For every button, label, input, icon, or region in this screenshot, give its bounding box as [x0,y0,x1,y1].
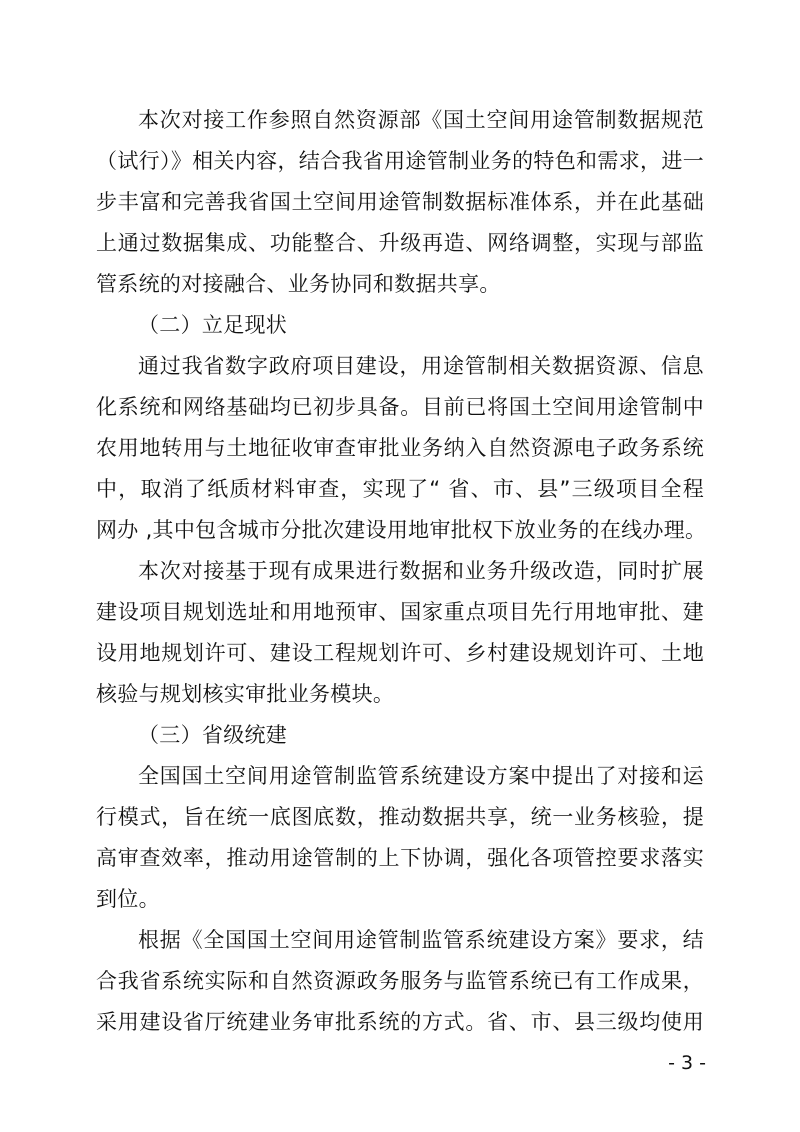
paragraph-3-line-1: 本次对接基于现有成果进行数据和业务升级改造，同时扩展 [138,559,704,583]
paragraph-2-line-3: 农用地转用与土地征收审查审批业务纳入自然资源电子政务系统 [96,436,704,460]
section-heading-3: （三）省级统建 [138,723,288,747]
paragraph-2-line-2: 化系统和网络基础均已初步具备。目前已将国土空间用途管制中 [96,395,704,419]
paragraph-2-line-4: 中，取消了纸质材料审查，实现了“ 省、市、县”三级项目全程 [96,477,704,501]
paragraph-4-line-4: 到位。 [96,887,160,911]
paragraph-1-line-3: 步丰富和完善我省国土空间用途管制数据标准体系，并在此基础 [96,190,704,214]
paragraph-4-line-1: 全国国土空间用途管制监管系统建设方案中提出了对接和运 [138,764,704,788]
paragraph-4-line-2: 行模式，旨在统一底图底数，推动数据共享，统一业务核验，提 [96,805,704,829]
paragraph-5-line-1: 根据《全国国土空间用途管制监管系统建设方案》要求，结 [138,928,704,952]
paragraph-3-line-2: 建设项目规划选址和用地预审、国家重点项目先行用地审批、建 [96,600,704,624]
paragraph-4-line-3: 高审查效率，推动用途管制的上下协调，强化各项管控要求落实 [96,846,704,870]
paragraph-1-line-5: 管系统的对接融合、业务协同和数据共享。 [96,272,501,296]
paragraph-2-line-5: 网办 ,其中包含城市分批次建设用地审批权下放业务的在线办理。 [96,518,707,542]
paragraph-3-line-4: 核验与规划核实审批业务模块。 [96,682,395,706]
paragraph-5-line-2: 合我省系统实际和自然资源政务服务与监管系统已有工作成果， [96,969,704,993]
paragraph-1-line-1: 本次对接工作参照自然资源部《国土空间用途管制数据规范 [138,108,704,132]
paragraph-2-line-1: 通过我省数字政府项目建设，用途管制相关数据资源、信息 [138,354,704,378]
paragraph-1-line-4: 上通过数据集成、功能整合、升级再造、网络调整，实现与部监 [96,231,704,255]
paragraph-1-line-2: （试行）》相关内容，结合我省用途管制业务的特色和需求，进一 [96,149,704,173]
section-heading-2: （二）立足现状 [138,313,288,337]
paragraph-3-line-3: 设用地规划许可、建设工程规划许可、乡村建设规划许可、土地 [96,641,704,665]
paragraph-5-line-3: 采用建设省厅统建业务审批系统的方式。省、市、县三级均使用 [96,1010,704,1034]
page-number: - 3 - [668,1052,706,1074]
